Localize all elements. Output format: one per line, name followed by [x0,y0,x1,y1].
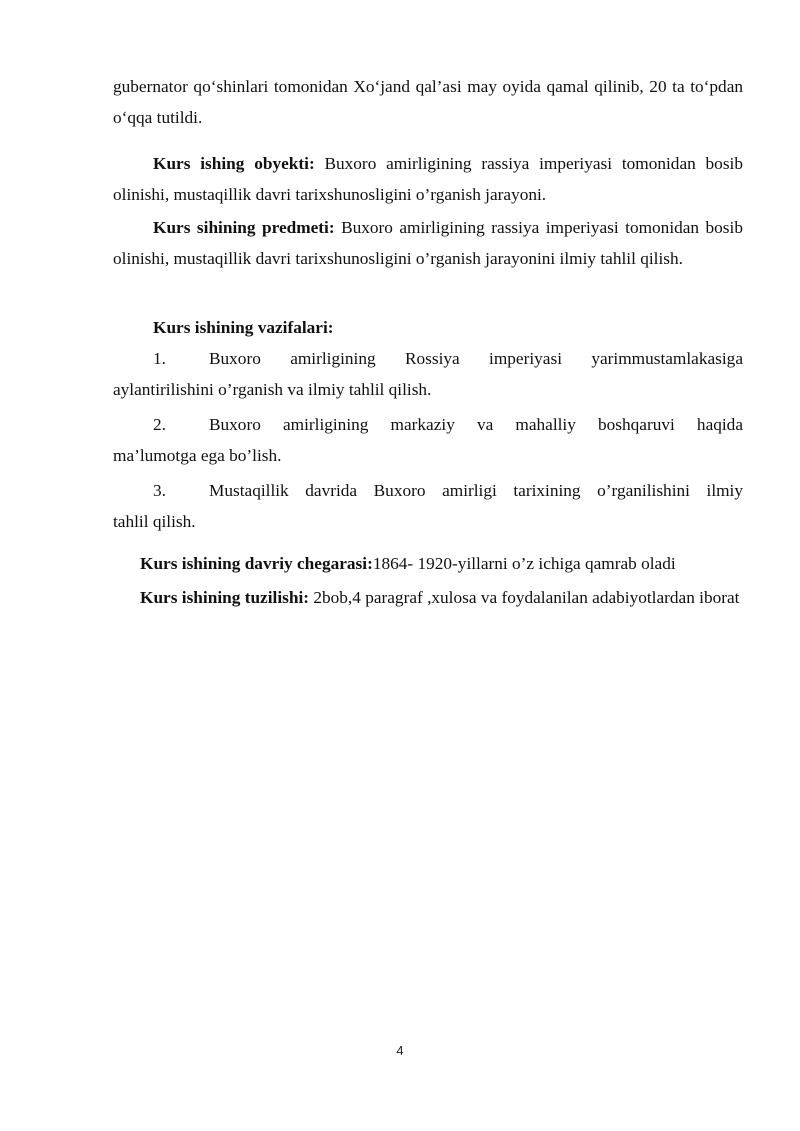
chronology-text: 1864- 1920-yillarni o’z ichiga qamrab oladi [372,554,676,573]
task-number: 2. [153,415,166,434]
task-text-line2: ma’lumotga ega bo’lish. [113,446,282,465]
object-paragraph [113,148,743,210]
task-text-line2: tahlil qilish. [113,512,196,531]
task-text-line1: Mustaqillik davrida Buxoro amirligi tarixining o’rganilishini ilmiy [209,481,743,500]
intro-text: gubernator qo‘shinlari tomonidan Xo‘jand qal’asi may oyida qamal qilinib, 20 ta to‘pdan o‘qqa tutildi. [113,77,743,127]
object-label: Kurs ishing obyekti: [153,154,315,173]
task-text-line2: aylantirilishini o’rganish va ilmiy tahlil qilish. [113,380,432,399]
intro-paragraph [113,71,743,133]
structure-label: Kurs ishining tuzilishi: [140,588,310,607]
subject-paragraph [113,212,743,274]
task-item-1 [113,343,743,405]
tasks-heading: Kurs ishining vazifalari: [153,318,334,337]
task-item-2 [113,409,743,471]
task-text-line1: Buxoro amirligining markaziy va mahalliy boshqaruvi haqida [209,415,743,434]
chronology-paragraph [140,552,743,576]
subject-text: Buxoro amirligining rassiya imperiyasi tomonidan bosib olinishi, mustaqillik davri tarixshunosligini o’rganish jarayonini ilmiy tahlil qilish. [113,218,743,268]
task-number: 1. [153,349,166,368]
task-number: 3. [153,481,166,500]
chronology-label: Kurs ishining davriy chegarasi: [140,554,373,573]
page-number: 4 [396,1043,404,1058]
subject-label: Kurs sihining predmeti: [153,218,335,237]
task-item-3 [113,475,743,537]
object-text: Buxoro amirligining rassiya imperiyasi tomonidan bosib olinishi, mustaqillik davri tarixshunosligini o’rganish jarayoni. [113,154,743,204]
structure-text: 2bob,4 paragraf ,xulosa va foydalanilan adabiyotlardan iborat [309,588,740,607]
structure-paragraph [140,586,743,610]
task-text-line1: Buxoro amirligining Rossiya imperiyasi yarimmustamlakasiga [209,349,743,368]
